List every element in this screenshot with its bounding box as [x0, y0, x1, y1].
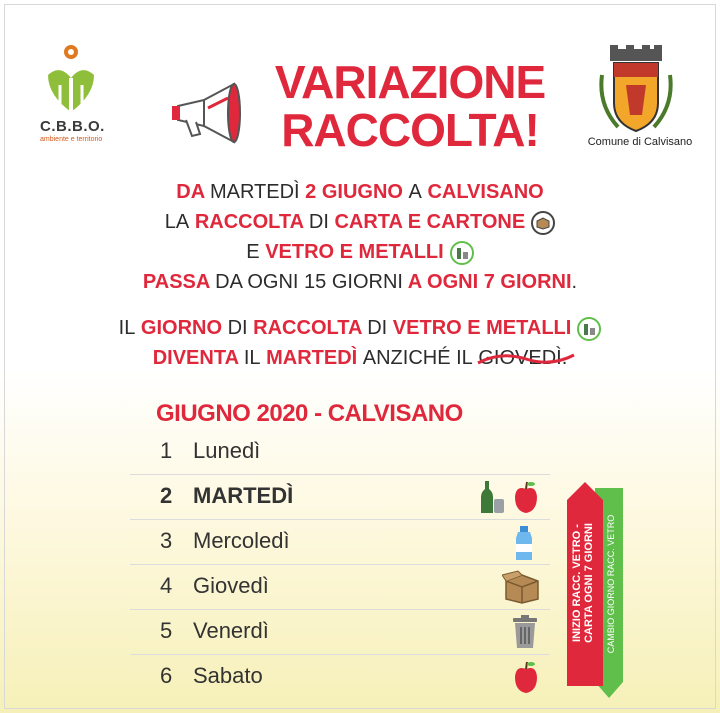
calendar-row: 5 Venerdì	[130, 610, 550, 655]
trash-bin-icon	[510, 614, 540, 650]
page-title	[230, 58, 590, 154]
comune-caption: Comune di Calvisano	[587, 136, 693, 148]
title-line-1: VARIAZIONE	[274, 56, 546, 108]
notice-line-1: DA MARTEDÌ 2 GIUGNO A CALVISANO	[176, 181, 544, 203]
calendar-row: 4 Giovedì	[130, 565, 550, 610]
notice-line-6: DIVENTA IL MARTEDÌ ANZICHÉ IL GIOVEDÌ .	[0, 343, 720, 373]
plastic-bottle-icon	[512, 524, 536, 562]
organic-apple-icon	[512, 479, 540, 515]
cbbo-name: C.B.B.O.	[40, 118, 105, 135]
calendar-row: 2 MARTEDÌ	[130, 475, 550, 520]
notice-line-4: PASSA DA OGNI 15 GIORNI A OGNI 7 GIORNI.	[142, 271, 578, 293]
organic-apple-icon	[512, 659, 540, 695]
arrow-label-red: INIZIO RACC. VETRO - CARTA OGNI 7 GIORNI	[571, 523, 595, 643]
arrow-label-green: CAMBIO GIORNO RACC. VETRO	[606, 514, 616, 654]
calendar-row: 1 Lunedì	[130, 430, 550, 475]
cardboard-circle-icon	[531, 211, 555, 235]
notice-line-3: E VETRO E METALLI	[0, 237, 720, 267]
glass-metal-circle-icon	[450, 241, 474, 265]
calendar-title: GIUGNO 2020 - CALVISANO	[156, 400, 463, 427]
title-line-2: RACCOLTA!	[281, 104, 539, 156]
schedule-arrows	[565, 478, 631, 702]
cardboard-box-icon	[502, 569, 542, 605]
calendar-row: 3 Mercoledì	[130, 520, 550, 565]
cbbo-subtitle: ambiente e territorio	[40, 136, 103, 143]
notice-line-2: LA RACCOLTA DI CARTA E CARTONE	[0, 207, 720, 237]
calendar-row: 6 Sabato	[130, 655, 550, 699]
coat-of-arms-icon	[596, 45, 676, 135]
notice-line-5: IL GIORNO DI RACCOLTA DI VETRO E METALLI	[0, 313, 720, 343]
glass-metal-circle-icon	[577, 317, 601, 341]
strikethrough-day: GIOVEDÌ	[478, 343, 561, 373]
glass-metal-icon	[476, 479, 506, 515]
